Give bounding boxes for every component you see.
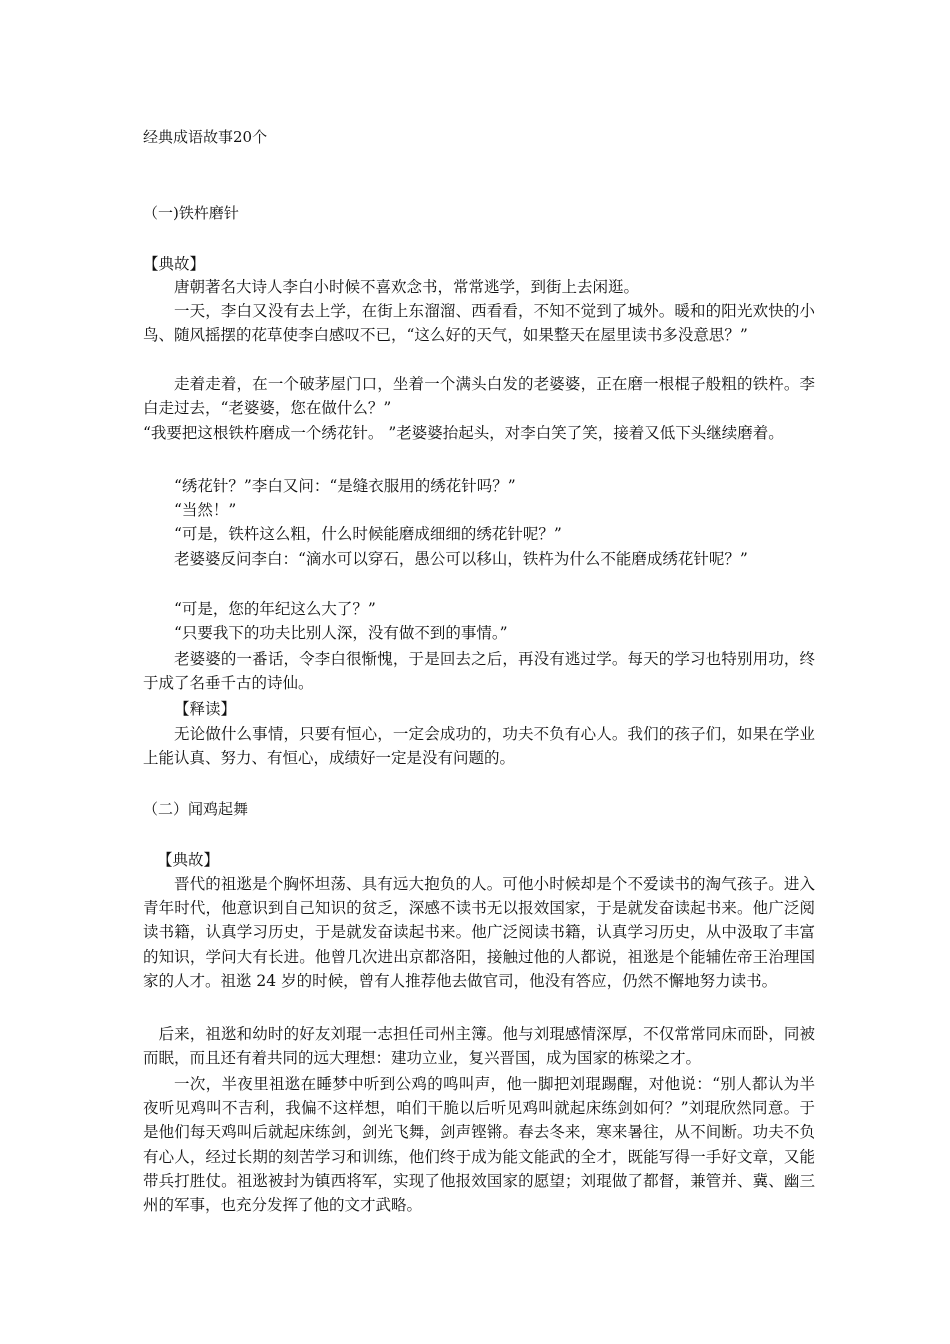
story-1-paragraph-9: “可是，您的年纪这么大了？” xyxy=(174,600,376,618)
story-1-paragraph-11: 老婆婆的一番话，令李白很惭愧，于是回去之后，再没有逃过学。每天的学习也特别用功，终于成了名垂千古的诗仙。 xyxy=(143,650,815,693)
story-2-paragraph-1: 晋代的祖逖是个胸怀坦荡、具有远大抱负的人。可他小时候却是个不爱读书的淘气孩子。进入青年时代，他意识到自己知识的贫乏，深感不读书无以报效国家，于是就发奋读起书来。他广泛阅读书籍，认真学习历史，于是就发奋读起书来。他广泛阅读书籍，认真学习历史，从中汲取了丰富的知识，学问大有长进。他曾几次进出京都洛阳，接触过他的人都说，祖逖是个能辅佐帝王治理国家的人才。祖逖 24 岁的时候，曾有人推荐他去做官司，他没有答应，仍然不懈地努力读书。 xyxy=(143,875,815,990)
story-1-paragraph-10: “只要我下的功夫比别人深，没有做不到的事情。” xyxy=(174,624,508,642)
story-2-paragraph-3: 一次，半夜里祖逖在睡梦中听到公鸡的鸣叫声，他一脚把刘琨踢醒，对他说：“别人都认为半夜听见鸡叫不吉利，我偏不这样想，咱们干脆以后听见鸡叫就起床练剑如何？”刘琨欣然同意。于是他们每天鸡叫后就起床练剑，剑光飞舞，剑声铿锵。春去冬来，寒来暑往，从不间断。功夫不负有心人，经过长期的刻苦学习和训练，他们终于成为能文能武的全才，既能写得一手好文章，又能带兵打胜仗。祖逖被封为镇西将军，实现了他报效国家的愿望；刘琨做了都督，兼管并、冀、幽三州的军事，也充分发挥了他的文才武略。 xyxy=(143,1075,815,1215)
story-1-interpretation: 无论做什么事情，只要有恒心，一定会成功的，功夫不负有心人。我们的孩子们，如果在学业上能认真、努力、有恒心，成绩好一定是没有问题的。 xyxy=(143,725,815,768)
story-1-paragraph-2: 一天，李白又没有去上学，在街上东溜溜、西看看，不知不觉到了城外。暖和的阳光欢快的小鸟、随风摇摆的花草使李白感叹不已，“这么好的天气，如果整天在屋里读书多没意思？” xyxy=(143,302,815,345)
story-1-interpret-label: 【释读】 xyxy=(174,700,237,718)
story-1-heading: （一)铁杵磨针 xyxy=(143,204,239,222)
story-2-origin-label: 【典故】 xyxy=(157,851,220,869)
document-title: 经典成语故事20个 xyxy=(143,128,268,146)
story-2-paragraph-2: 后来，祖逖和幼时的好友刘琨一志担任司州主簿。他与刘琨感情深厚，不仅常常同床而卧，同被而眠，而且还有着共同的远大理想：建功立业，复兴晋国，成为国家的栋梁之才。 xyxy=(143,1025,815,1068)
story-1-paragraph-7: “可是，铁杵这么粗，什么时候能磨成细细的绣花针呢？” xyxy=(174,525,562,543)
story-1-origin-label: 【典故】 xyxy=(143,255,206,273)
story-1-paragraph-8: 老婆婆反问李白：“滴水可以穿石，愚公可以移山，铁杵为什么不能磨成绣花针呢？” xyxy=(174,550,748,568)
story-1-paragraph-6: “当然！” xyxy=(174,501,237,519)
story-1-paragraph-3: 走着走着，在一个破茅屋门口，坐着一个满头白发的老婆婆，正在磨一根棍子般粗的铁杵。李白走过去，“老婆婆，您在做什么？” xyxy=(143,375,815,418)
story-2-heading: （二）闻鸡起舞 xyxy=(143,800,249,818)
story-1-paragraph-5: “绣花针？”李白又问：“是缝衣服用的绣花针吗？” xyxy=(174,477,516,495)
story-1-paragraph-4: “我要把这根铁杵磨成一个绣花针。 ”老婆婆抬起头，对李白笑了笑，接着又低下头继续磨着。 xyxy=(143,424,784,442)
story-1-paragraph-1: 唐朝著名大诗人李白小时候不喜欢念书，常常逃学，到街上去闲逛。 xyxy=(174,278,640,296)
